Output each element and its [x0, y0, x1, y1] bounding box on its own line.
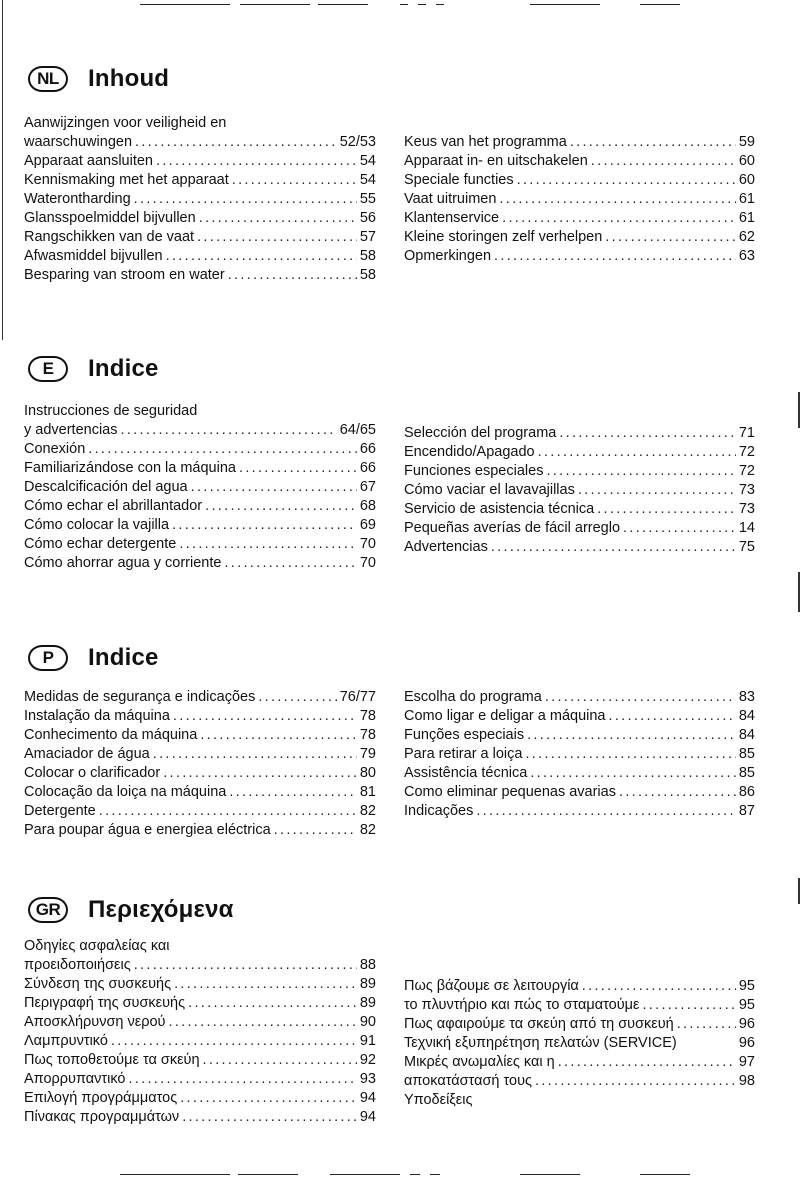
dot-leader	[191, 478, 357, 497]
toc-entry	[24, 1089, 376, 1108]
section-header	[28, 893, 234, 927]
toc-entry	[404, 1091, 755, 1110]
toc-entry-page: 63	[738, 248, 755, 264]
toc-entry-title: Conhecimento da máquina	[24, 727, 198, 743]
toc-entry	[404, 688, 755, 707]
toc-entry-page: 78	[359, 708, 376, 724]
toc-entry	[404, 1053, 755, 1072]
toc-entry-title: Πως βάζουμε σε λειτουργία	[404, 978, 579, 994]
toc-entry-page: 66	[359, 441, 376, 457]
dot-leader	[163, 764, 357, 783]
toc-entry	[404, 247, 755, 266]
toc-entry-page: 96	[738, 1035, 755, 1051]
language-badge-gr: GR	[28, 897, 68, 923]
toc-entry-title: Τεχνική εξυπηρέτηση πελατών (SERVICE)	[404, 1035, 677, 1051]
dot-leader	[491, 538, 736, 557]
toc-entry-page: 61	[738, 191, 755, 207]
toc-entry-page: 58	[359, 267, 376, 283]
toc-entry-page: 97	[738, 1054, 755, 1070]
dot-leader	[88, 440, 357, 459]
dot-leader	[166, 247, 357, 266]
dot-leader	[642, 996, 735, 1015]
toc-entry-title: Pequeñas averías de fácil arreglo	[404, 520, 621, 536]
toc-entry-title: Cómo colocar la vajilla	[24, 517, 170, 533]
toc-entry	[404, 424, 755, 443]
dot-leader	[153, 745, 357, 764]
section-header	[28, 352, 159, 386]
toc-entry	[24, 459, 376, 478]
toc-entry	[24, 1070, 376, 1089]
dot-leader	[174, 975, 357, 994]
toc-entry-title: Μικρές ανωμαλίες και η	[404, 1054, 555, 1070]
toc-entry-title: Vaat uitruimen	[404, 191, 497, 207]
dot-leader	[188, 994, 357, 1013]
toc-entry	[24, 421, 376, 440]
toc-entry-title: Encendido/Apagado	[404, 444, 535, 460]
toc-entry-title: Como ligar e deligar a máquina	[404, 708, 606, 724]
toc-entry	[24, 783, 376, 802]
page-left-edge	[2, 0, 3, 340]
toc-right-column	[404, 977, 755, 1110]
toc-entry-page: 62	[738, 229, 755, 245]
toc-entry	[24, 516, 376, 535]
toc-entry-title: Escolha do programa	[404, 689, 542, 705]
toc-entry-title: Apparaat aansluiten	[24, 153, 153, 169]
toc-entry-heading: Instrucciones de seguridad	[24, 403, 198, 419]
toc-entry	[24, 266, 376, 285]
toc-entry-title: Funciones especiales	[404, 463, 544, 479]
toc-entry-page: 78	[359, 727, 376, 743]
toc-entry-page: 67	[359, 479, 376, 495]
toc-entry-page: 76/77	[339, 689, 376, 705]
toc-entry-title: Keus van het programma	[404, 134, 567, 150]
dot-leader	[232, 171, 357, 190]
toc-entry-title: Επιλογή προγράμματος	[24, 1090, 178, 1106]
toc-entry	[24, 994, 376, 1013]
toc-entry	[24, 152, 376, 171]
toc-entry	[404, 462, 755, 481]
toc-left-column	[24, 402, 376, 573]
toc-entry	[404, 500, 755, 519]
toc-entry-page: 55	[359, 191, 376, 207]
dot-leader	[128, 1070, 356, 1089]
toc-entry-page: 61	[738, 210, 755, 226]
toc-entry-title: Conexión	[24, 441, 86, 457]
toc-entry-title: Αποσκλήρυνση νερού	[24, 1014, 166, 1030]
dot-leader	[172, 516, 357, 535]
toc-left-column	[24, 114, 376, 285]
dot-leader	[182, 1108, 357, 1127]
toc-entry	[404, 171, 755, 190]
dot-leader	[179, 535, 357, 554]
toc-entry-title: Funções especiais	[404, 727, 525, 743]
toc-entry-title: Cómo echar detergente	[24, 536, 177, 552]
toc-entry-title: y advertencias	[24, 422, 118, 438]
toc-entry-page: 68	[359, 498, 376, 514]
toc-entry-title: Colocar o clarificador	[24, 765, 161, 781]
toc-entry	[24, 956, 376, 975]
toc-entry-title: Descalcificación del agua	[24, 479, 188, 495]
toc-entry	[24, 133, 376, 152]
toc-entry-title: Para poupar água e energiea eléctrica	[24, 822, 271, 838]
page-right-edge-mark	[798, 392, 800, 428]
dot-leader	[605, 228, 736, 247]
dot-leader	[205, 497, 357, 516]
toc-entry-page: 85	[738, 746, 755, 762]
section-header	[28, 62, 169, 96]
toc-entry-page: 88	[359, 957, 376, 973]
page-right-edge-mark	[798, 572, 800, 612]
dot-leader	[578, 481, 736, 500]
toc-entry-page: 81	[359, 784, 376, 800]
dot-leader	[530, 764, 736, 783]
dot-leader	[199, 209, 357, 228]
dot-leader	[499, 190, 735, 209]
toc-entry	[404, 481, 755, 500]
page-top-border	[0, 0, 801, 8]
toc-entry	[404, 152, 755, 171]
toc-entry	[24, 688, 376, 707]
dot-leader	[99, 802, 357, 821]
toc-entry-page: 96	[738, 1016, 755, 1032]
toc-entry-title: Kleine storingen zelf verhelpen	[404, 229, 603, 245]
toc-entry	[24, 478, 376, 497]
dot-leader	[121, 421, 337, 440]
toc-entry-title: αποκατάστασή τους	[404, 1073, 533, 1089]
toc-entry	[24, 171, 376, 190]
toc-left-column	[24, 937, 376, 1127]
toc-entry-page: 91	[359, 1033, 376, 1049]
toc-entry	[404, 519, 755, 538]
toc-entry-page: 94	[359, 1090, 376, 1106]
toc-entry-page: 82	[359, 822, 376, 838]
toc-entry	[404, 209, 755, 228]
dot-leader	[517, 171, 736, 190]
dot-leader	[197, 228, 357, 247]
toc-entry-page: 89	[359, 976, 376, 992]
toc-entry-title: Como eliminar pequenas avarias	[404, 784, 616, 800]
toc-entry-title: Detergente	[24, 803, 96, 819]
toc-entry	[24, 190, 376, 209]
toc-entry-title: Υποδείξεις	[404, 1092, 473, 1108]
dot-leader	[546, 462, 735, 481]
toc-entry-page: 14	[738, 520, 755, 536]
toc-entry-title: Rangschikken van de vaat	[24, 229, 195, 245]
toc-entry-title: Besparing van stroom en water	[24, 267, 225, 283]
toc-entry-page: 80	[359, 765, 376, 781]
toc-entry-title: Πως τοποθετούμε τα σκεύη	[24, 1052, 200, 1068]
toc-entry-page: 89	[359, 995, 376, 1011]
toc-entry	[404, 802, 755, 821]
toc-entry-page: 56	[359, 210, 376, 226]
toc-right-column	[404, 688, 755, 821]
toc-entry-page: 95	[738, 978, 755, 994]
toc-entry	[24, 1108, 376, 1127]
toc-entry-heading: Οδηγίες ασφαλείας και	[24, 938, 170, 954]
toc-entry-page: 69	[359, 517, 376, 533]
section-title: Inhoud	[88, 65, 170, 92]
dot-leader	[527, 726, 736, 745]
toc-entry-page: 83	[738, 689, 755, 705]
dot-leader	[239, 459, 357, 478]
toc-entry-title: Apparaat in- en uitschakelen	[404, 153, 588, 169]
toc-entry-page: 98	[738, 1073, 755, 1089]
toc-entry-page: 72	[738, 463, 755, 479]
toc-entry-page: 73	[738, 501, 755, 517]
dot-leader	[609, 707, 736, 726]
toc-entry-page: 86	[738, 784, 755, 800]
dot-leader	[111, 1032, 357, 1051]
dot-leader	[168, 1013, 356, 1032]
dot-leader	[619, 783, 736, 802]
dot-leader	[582, 977, 736, 996]
toc-entry-page: 60	[738, 172, 755, 188]
dot-leader	[156, 152, 357, 171]
toc-entry-page: 82	[359, 803, 376, 819]
toc-entry	[404, 764, 755, 783]
dot-leader	[173, 707, 357, 726]
section-title: Indice	[88, 355, 159, 382]
dot-leader	[228, 266, 357, 285]
dot-leader	[229, 783, 357, 802]
toc-entry-title: Λαμπρυντικό	[24, 1033, 108, 1049]
language-badge-nl: NL	[28, 66, 68, 92]
toc-entry-page: 54	[359, 153, 376, 169]
language-badge-e: E	[28, 356, 68, 382]
toc-entry-title: Amaciador de água	[24, 746, 150, 762]
dot-leader	[224, 554, 356, 573]
toc-entry-title: Glansspoelmiddel bijvullen	[24, 210, 196, 226]
toc-entry	[404, 707, 755, 726]
toc-entry-page: 95	[738, 997, 755, 1013]
toc-entry	[404, 1015, 755, 1034]
toc-entry-page: 54	[359, 172, 376, 188]
dot-leader	[135, 133, 337, 152]
toc-entry-title: Colocação da loiça na máquina	[24, 784, 227, 800]
toc-entry	[404, 228, 755, 247]
dot-leader	[203, 1051, 357, 1070]
toc-entry-title: Para retirar a loiça	[404, 746, 523, 762]
toc-entry	[24, 726, 376, 745]
toc-entry-page: 75	[738, 539, 755, 555]
toc-entry-title: Selección del programa	[404, 425, 557, 441]
toc-entry-page: 73	[738, 482, 755, 498]
toc-entry-title: το πλυντήριο και πώς το σταματούμε	[404, 997, 640, 1013]
dot-leader	[476, 802, 736, 821]
toc-entry	[404, 190, 755, 209]
toc-entry-title: Indicações	[404, 803, 474, 819]
toc-left-column	[24, 688, 376, 840]
toc-entry-title: Σύνδεση της συσκευής	[24, 976, 172, 992]
toc-entry-title: Klantenservice	[404, 210, 500, 226]
toc-entry	[24, 535, 376, 554]
toc-entry-page: 92	[359, 1052, 376, 1068]
dot-leader	[134, 956, 357, 975]
toc-entry-title: Waterontharding	[24, 191, 131, 207]
toc-entry-title: Medidas de segurança e indicações	[24, 689, 256, 705]
toc-entry-page: 52/53	[339, 134, 376, 150]
dot-leader	[558, 1053, 736, 1072]
page-right-edge-mark	[798, 878, 800, 904]
dot-leader	[570, 133, 736, 152]
toc-entry-page: 70	[359, 555, 376, 571]
dot-leader	[535, 1072, 736, 1091]
toc-entry-title: Περιγραφή της συσκευής	[24, 995, 186, 1011]
toc-entry	[404, 996, 755, 1015]
toc-entry-title: Kennismaking met het apparaat	[24, 172, 229, 188]
toc-entry	[404, 1072, 755, 1091]
toc-entry-title: Πως αφαιρούμε τα σκεύη από τη συσκευή	[404, 1016, 674, 1032]
dot-leader	[258, 688, 336, 707]
dot-leader	[134, 190, 357, 209]
toc-entry	[404, 726, 755, 745]
page-bottom-border	[0, 1171, 801, 1179]
toc-entry-page: 94	[359, 1109, 376, 1125]
toc-entry-title: προειδοποιήσεις	[24, 957, 131, 973]
toc-entry	[404, 977, 755, 996]
toc-entry	[24, 745, 376, 764]
toc-entry-page: 79	[359, 746, 376, 762]
toc-entry-title: Assistência técnica	[404, 765, 528, 781]
toc-entry-page: 93	[359, 1071, 376, 1087]
toc-entry-page: 72	[738, 444, 755, 460]
toc-entry-title: Afwasmiddel bijvullen	[24, 248, 163, 264]
dot-leader	[494, 247, 736, 266]
toc-entry-page: 84	[738, 727, 755, 743]
toc-entry	[404, 133, 755, 152]
toc-entry-page: 60	[738, 153, 755, 169]
language-badge-p: P	[28, 645, 68, 671]
toc-entry	[24, 497, 376, 516]
toc-entry-heading: Aanwijzingen voor veiligheid en	[24, 115, 227, 131]
dot-leader	[591, 152, 736, 171]
toc-entry	[404, 538, 755, 557]
toc-entry-page: 57	[359, 229, 376, 245]
dot-leader	[274, 821, 357, 840]
toc-entry	[24, 247, 376, 266]
toc-entry	[24, 209, 376, 228]
toc-entry-title: Instalação da máquina	[24, 708, 170, 724]
toc-entry-page: 84	[738, 708, 755, 724]
toc-entry-page: 87	[738, 803, 755, 819]
toc-entry-page: 90	[359, 1014, 376, 1030]
toc-entry	[24, 440, 376, 459]
section-title: Indice	[88, 644, 159, 671]
section-header	[28, 641, 159, 675]
toc-entry	[404, 783, 755, 802]
toc-entry	[404, 443, 755, 462]
toc-entry-title: Advertencias	[404, 539, 488, 555]
toc-entry-title: Απορρυπαντικό	[24, 1071, 126, 1087]
toc-entry-page: 59	[738, 134, 755, 150]
toc-right-column	[404, 424, 755, 557]
toc-entry-title: Familiarizándose con la máquina	[24, 460, 236, 476]
dot-leader	[545, 688, 736, 707]
toc-right-column	[404, 133, 755, 266]
toc-entry	[24, 1051, 376, 1070]
dot-leader	[597, 500, 736, 519]
toc-entry	[24, 1013, 376, 1032]
toc-entry	[404, 745, 755, 764]
section-title: Περιεχόμενα	[88, 896, 234, 923]
toc-entry-title: Opmerkingen	[404, 248, 492, 264]
dot-leader	[525, 745, 735, 764]
toc-entry	[24, 764, 376, 783]
toc-entry-page: 70	[359, 536, 376, 552]
toc-entry	[24, 707, 376, 726]
toc-entry	[24, 554, 376, 573]
toc-entry-title: Servicio de asistencia técnica	[404, 501, 595, 517]
dot-leader	[677, 1015, 736, 1034]
toc-entry	[24, 802, 376, 821]
toc-entry	[404, 1034, 755, 1053]
toc-entry	[24, 975, 376, 994]
toc-entry-page: 58	[359, 248, 376, 264]
dot-leader	[538, 443, 736, 462]
dot-leader	[623, 519, 736, 538]
toc-entry-title: Cómo vaciar el lavavajillas	[404, 482, 575, 498]
toc-entry-title: Πίνακας προγραμμάτων	[24, 1109, 180, 1125]
toc-entry-title: Cómo echar el abrillantador	[24, 498, 203, 514]
toc-entry-title: Cómo ahorrar agua y corriente	[24, 555, 222, 571]
dot-leader	[180, 1089, 357, 1108]
toc-entry-page: 71	[738, 425, 755, 441]
toc-entry-title: Speciale functies	[404, 172, 514, 188]
toc-entry-title: waarschuwingen	[24, 134, 133, 150]
dot-leader	[200, 726, 357, 745]
toc-entry	[24, 228, 376, 247]
toc-entry-page: 66	[359, 460, 376, 476]
dot-leader	[559, 424, 736, 443]
toc-entry	[24, 1032, 376, 1051]
dot-leader	[502, 209, 736, 228]
toc-entry-page: 64/65	[339, 422, 376, 438]
toc-entry-page: 85	[738, 765, 755, 781]
toc-entry	[24, 821, 376, 840]
